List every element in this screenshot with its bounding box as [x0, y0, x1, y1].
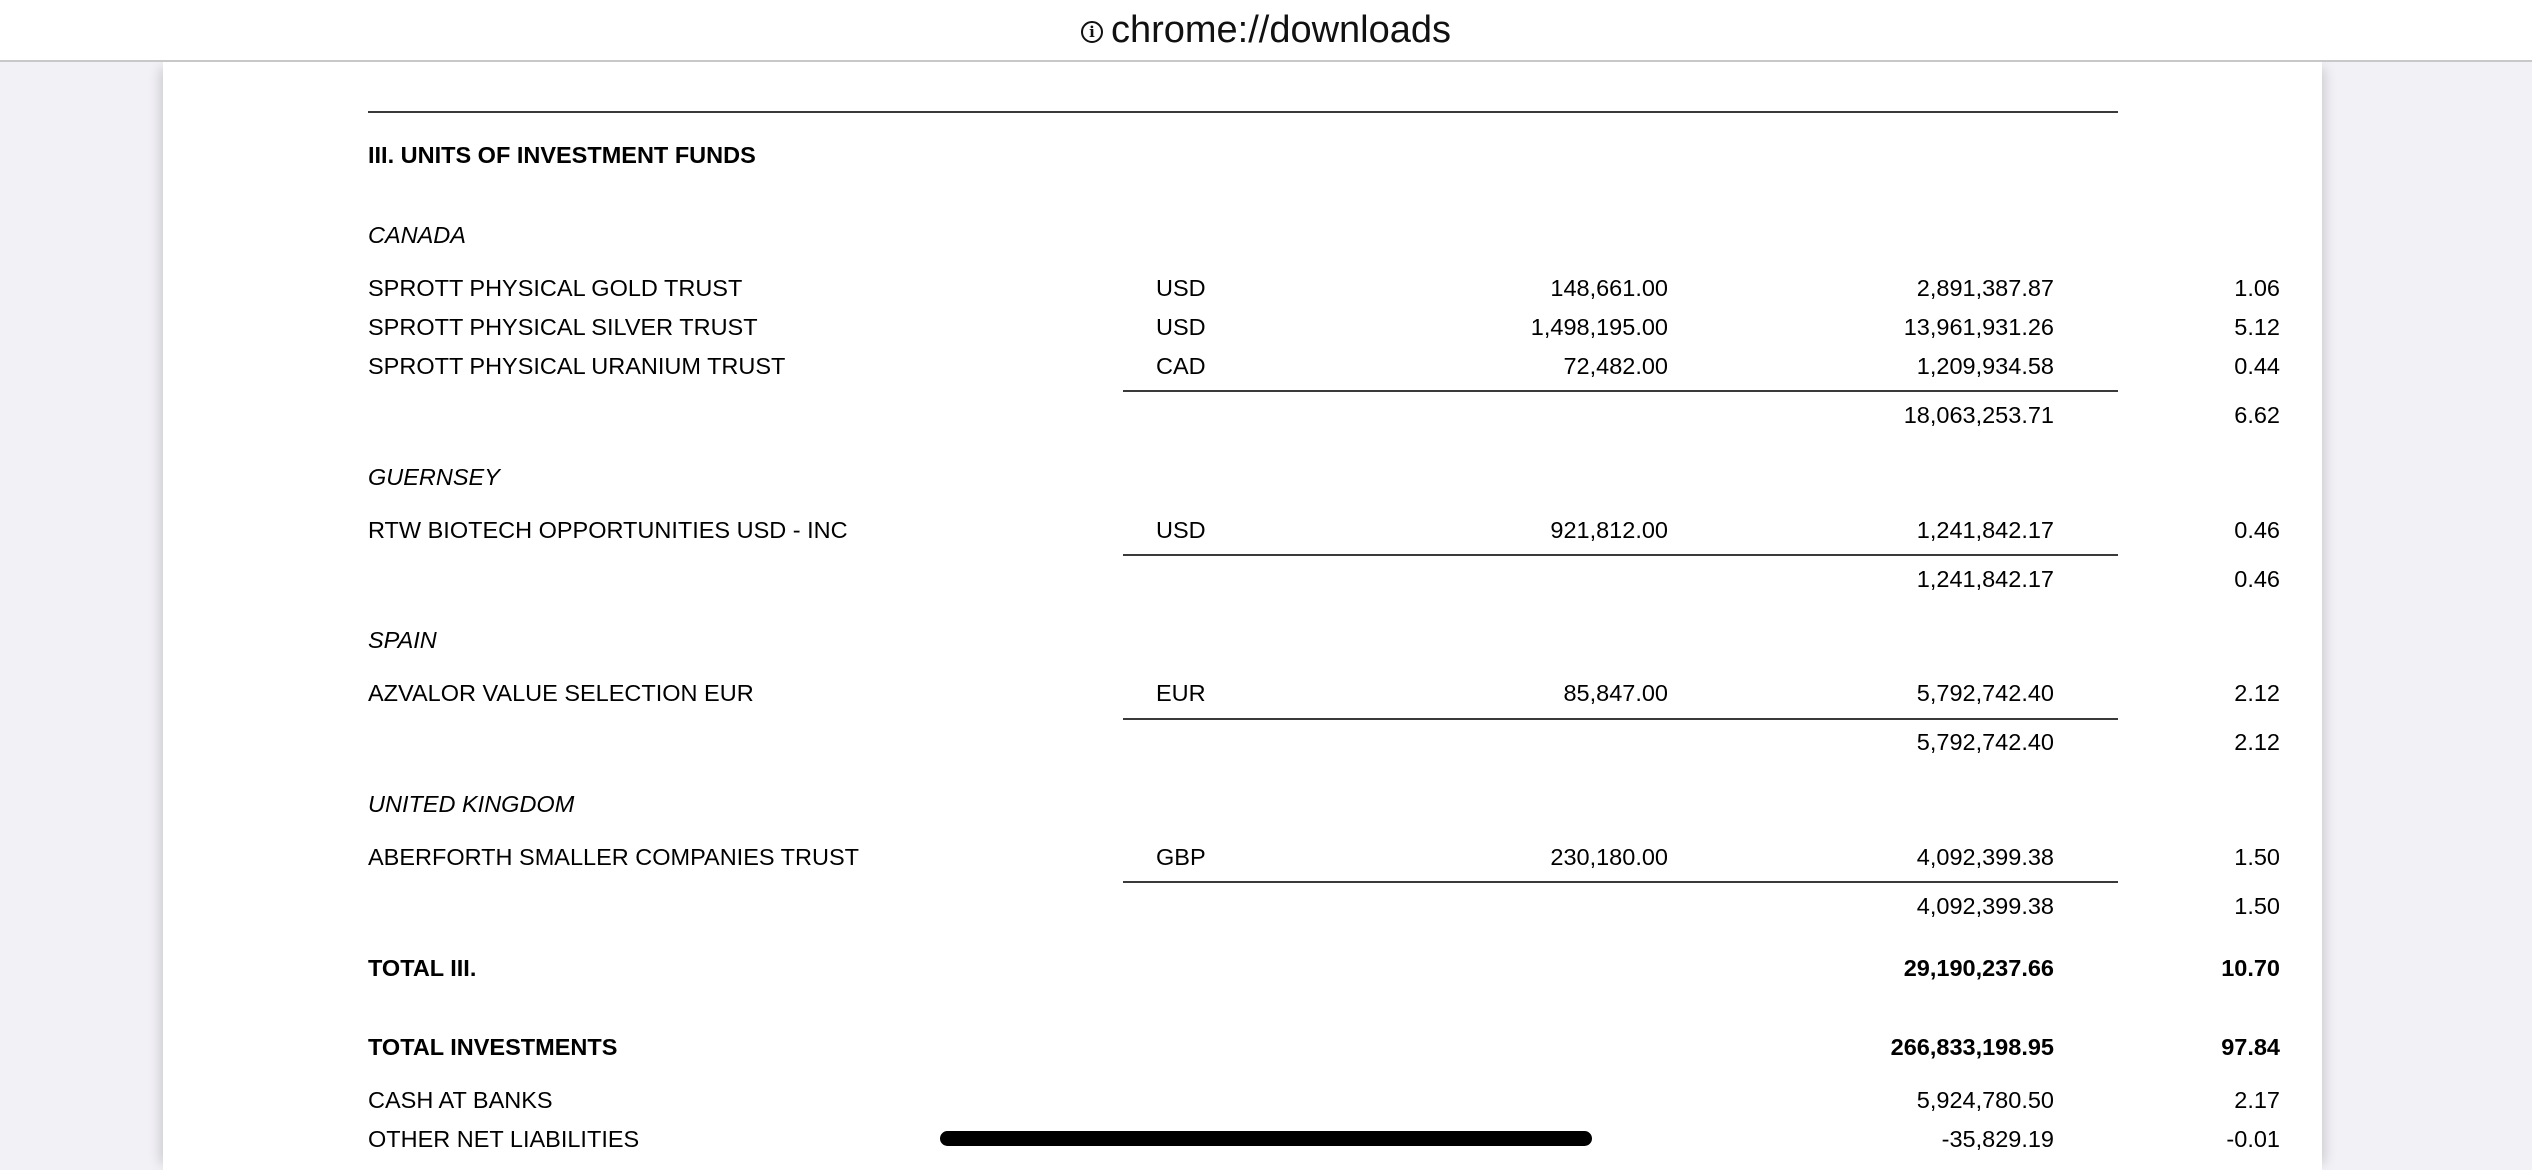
horizontal-scrollbar-thumb[interactable]	[940, 1131, 1592, 1146]
subtotal-rule	[1123, 554, 2118, 556]
subtotal-rule	[1123, 881, 2118, 883]
other-net-liabilities-percent: -0.01	[2226, 1126, 2280, 1152]
fund-name: SPROTT PHYSICAL SILVER TRUST	[368, 314, 758, 340]
subtotal-percent: 1.50	[2234, 893, 2280, 919]
country-heading: CANADA	[368, 222, 466, 248]
url-display[interactable]	[1081, 9, 1451, 52]
currency: GBP	[1156, 844, 1206, 870]
market-value: 5,792,742.40	[1916, 680, 2054, 706]
currency: CAD	[1156, 353, 1206, 379]
total-investments-label: TOTAL INVESTMENTS	[368, 1034, 618, 1060]
quantity: 72,482.00	[1563, 353, 1668, 379]
country-heading: UNITED KINGDOM	[368, 791, 575, 817]
subtotal-value: 18,063,253.71	[1903, 402, 2054, 428]
percent-net-assets: 2.12	[2234, 680, 2280, 706]
total-section-label: TOTAL III.	[368, 955, 477, 981]
info-icon[interactable]: i	[1081, 21, 1103, 43]
cash-at-banks-label: CASH AT BANKS	[368, 1087, 553, 1113]
document-page	[163, 62, 2322, 1170]
market-value: 4,092,399.38	[1916, 844, 2054, 870]
market-value: 1,209,934.58	[1916, 353, 2054, 379]
total-investments-value: 266,833,198.95	[1890, 1034, 2054, 1060]
market-value: 1,241,842.17	[1916, 517, 2054, 543]
total-investments-percent: 97.84	[2221, 1034, 2280, 1060]
currency: USD	[1156, 275, 1206, 301]
other-net-liabilities-value: -35,829.19	[1941, 1126, 2054, 1152]
currency: USD	[1156, 314, 1206, 340]
section-title: III. UNITS OF INVESTMENT FUNDS	[368, 142, 756, 168]
browser-address-bar[interactable]	[0, 0, 2532, 62]
fund-name: AZVALOR VALUE SELECTION EUR	[368, 680, 754, 706]
fund-name: ABERFORTH SMALLER COMPANIES TRUST	[368, 844, 859, 870]
total-section-value: 29,190,237.66	[1903, 955, 2054, 981]
fund-name: SPROTT PHYSICAL URANIUM TRUST	[368, 353, 786, 379]
market-value: 13,961,931.26	[1903, 314, 2054, 340]
quantity: 85,847.00	[1563, 680, 1668, 706]
subtotal-value: 1,241,842.17	[1916, 566, 2054, 592]
cash-at-banks-value: 5,924,780.50	[1916, 1087, 2054, 1113]
url-text: chrome://downloads	[1110, 8, 1452, 51]
fund-name: RTW BIOTECH OPPORTUNITIES USD - INC	[368, 517, 848, 543]
quantity: 230,180.00	[1550, 844, 1668, 870]
market-value: 2,891,387.87	[1916, 275, 2054, 301]
subtotal-percent: 0.46	[2234, 566, 2280, 592]
section-top-rule	[368, 111, 2118, 113]
subtotal-rule	[1123, 718, 2118, 720]
total-section-percent: 10.70	[2221, 955, 2280, 981]
viewer-background-left	[0, 62, 163, 1170]
fund-name: SPROTT PHYSICAL GOLD TRUST	[368, 275, 743, 301]
subtotal-value: 4,092,399.38	[1916, 893, 2054, 919]
quantity: 148,661.00	[1550, 275, 1668, 301]
percent-net-assets: 1.06	[2234, 275, 2280, 301]
country-heading: GUERNSEY	[368, 464, 500, 490]
currency: USD	[1156, 517, 1206, 543]
cash-at-banks-percent: 2.17	[2234, 1087, 2280, 1113]
subtotal-percent: 2.12	[2234, 729, 2280, 755]
country-heading: SPAIN	[368, 627, 437, 653]
other-net-liabilities-label: OTHER NET LIABILITIES	[368, 1126, 640, 1152]
viewer-background-right	[2322, 62, 2532, 1170]
percent-net-assets: 0.44	[2234, 353, 2280, 379]
subtotal-percent: 6.62	[2234, 402, 2280, 428]
subtotal-value: 5,792,742.40	[1916, 729, 2054, 755]
quantity: 1,498,195.00	[1530, 314, 1668, 340]
percent-net-assets: 5.12	[2234, 314, 2280, 340]
quantity: 921,812.00	[1550, 517, 1668, 543]
currency: EUR	[1156, 680, 1206, 706]
percent-net-assets: 0.46	[2234, 517, 2280, 543]
subtotal-rule	[1123, 390, 2118, 392]
percent-net-assets: 1.50	[2234, 844, 2280, 870]
